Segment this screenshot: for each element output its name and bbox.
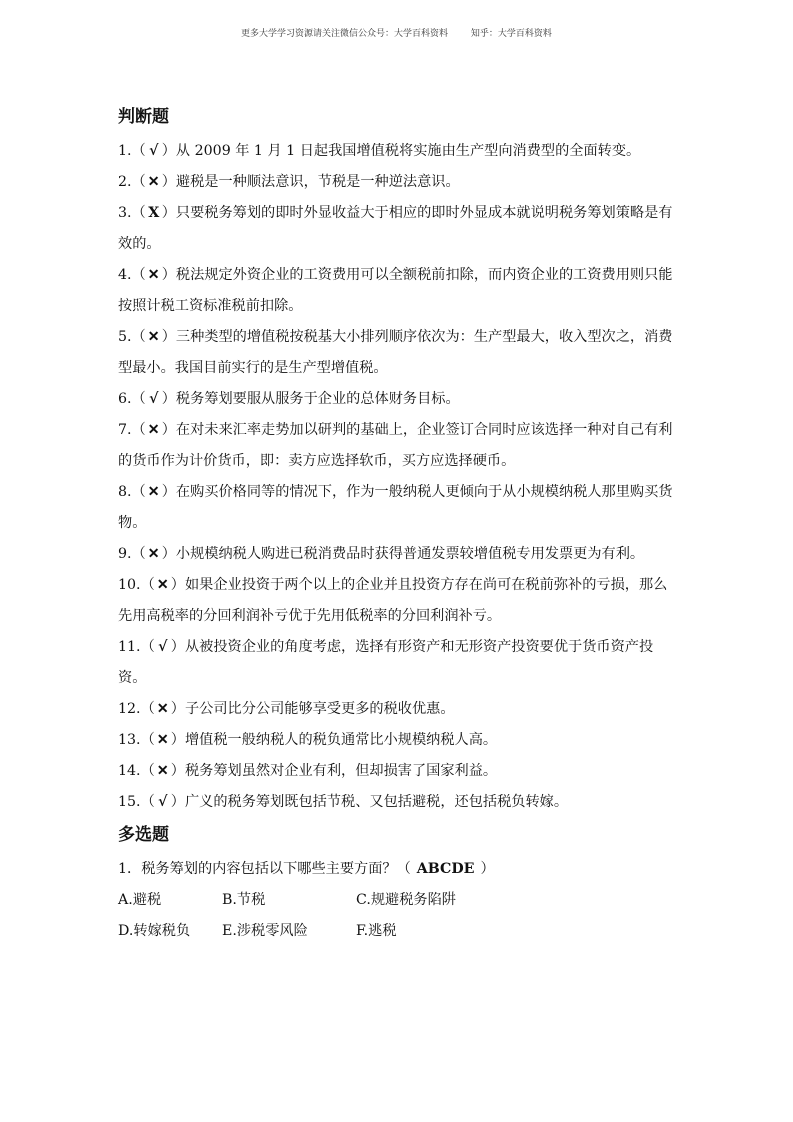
item-text: ）子公司比分公司能够享受更多的税收优惠。 [170,701,455,717]
check-mark-icon: √ [149,391,159,407]
judgment-item [118,477,678,539]
item-text: ）小规模纳税人购进已税消费品时获得普通发票较增值税专用发票更为有利。 [161,546,645,562]
item-number: 6.（ [118,391,146,407]
multi-question-1 [118,854,678,885]
judgment-item [118,632,678,694]
cross-mark-icon: ✕ [156,763,169,779]
item-text: ）如果企业投资于两个以上的企业并且投资方存在尚可在税前弥补的亏损，那么先用高税率的分回利润补亏优于先用低税率的分回利润补亏。 [118,577,668,624]
item-number: 2.（ [118,174,146,190]
item-number: 4.（ [118,267,146,283]
question-close: ） [480,861,495,877]
judgment-item [118,725,678,756]
cross-mark-icon: ✕ [156,732,169,748]
check-mark-icon: √ [158,794,168,810]
cross-mark-icon: ✕ [156,701,169,717]
item-number: 12.（ [118,701,155,717]
item-text: ）税法规定外资企业的工资费用可以全额税前扣除，而内资企业的工资费用则只能按照计税工资标准税前扣除。 [118,267,673,314]
cross-mark-icon: ✕ [147,422,160,438]
item-number: 8.（ [118,484,146,500]
item-number: 3.（ [118,205,146,221]
judgment-item [118,694,678,725]
option-c: C.规避税务陷阱 [356,892,456,908]
judgment-item [118,136,678,167]
item-text: ）在对未来汇率走势加以研判的基础上，企业签订合同时应该选择一种对自己有利的货币作为计价货币，即：卖方应选择软币，买方应选择硬币。 [118,422,673,469]
item-text: ）从 2009 年 1 月 1 日起我国增值税将实施由生产型向消费型的全面转变。 [161,143,641,159]
page-header: 更多大学学习资源请关注微信公众号：大学百科资料 知乎：大学百科资料 [241,29,552,39]
cross-mark-icon: ✕ [147,174,160,190]
item-number: 1.（ [118,143,146,159]
item-text: ）三种类型的增值税按税基大小排列顺序依次为：生产型最大，收入型次之，消费型最小。我国目前实行的是生产型增值税。 [118,329,673,376]
item-number: 15.（ [118,794,155,810]
judgment-list [118,136,678,818]
answer-text: ABCDE [416,861,475,877]
option-d: D.转嫁税负 [118,923,191,939]
document-body [118,104,678,947]
option-f: F.逃税 [356,923,397,939]
item-number: 13.（ [118,732,155,748]
item-text: ）避税是一种顺法意识，节税是一种逆法意识。 [161,174,460,190]
judgment-item [118,198,678,260]
option-a: A.避税 [118,892,162,908]
cross-mark-icon: ✕ [156,577,169,593]
item-number: 9.（ [118,546,146,562]
item-number: 7.（ [118,422,146,438]
cross-mark-icon: ✕ [147,329,160,345]
judgment-item [118,322,678,384]
cross-mark-icon: ✕ [147,484,160,500]
check-mark-icon: √ [149,143,159,159]
judgment-item [118,167,678,198]
section-title-multiple-choice: 多选题 [118,825,169,845]
options-row-1 [118,885,678,916]
options-row-2 [118,916,678,947]
option-e: E.涉税零风险 [222,923,308,939]
section-title-judgment: 判断题 [118,107,169,127]
item-text: ）从被投资企业的角度考虑，选择有形资产和无形资产投资要优于货币资产投资。 [118,639,654,686]
check-mark-icon: √ [158,639,168,655]
judgment-item [118,415,678,477]
item-text: ）只要税务筹划的即时外显收益大于相应的即时外显成本就说明税务筹划策略是有效的。 [118,205,673,252]
cross-mark-icon: ✕ [147,267,160,283]
option-b: B.节税 [222,892,266,908]
judgment-item [118,260,678,322]
item-text: ）税务筹划要服从服务于企业的总体财务目标。 [161,391,460,407]
judgment-item [118,787,678,818]
question-stem: 1．税务筹划的内容包括以下哪些主要方面？（ [118,861,411,877]
item-number: 14.（ [118,763,155,779]
item-number: 5.（ [118,329,146,345]
item-text: ）增值税一般纳税人的税负通常比小规模纳税人高。 [170,732,498,748]
judgment-item [118,539,678,570]
item-text: ）在购买价格同等的情况下，作为一般纳税人更倾向于从小规模纳税人那里购买货物。 [118,484,673,531]
judgment-item [118,756,678,787]
cross-mark-icon: X [148,205,160,221]
item-number: 11.（ [118,639,155,655]
item-text: ）广义的税务筹划既包括节税、又包括避税，还包括税负转嫁。 [170,794,569,810]
item-number: 10.（ [118,577,155,593]
judgment-item [118,570,678,632]
judgment-item [118,384,678,415]
item-text: ）税务筹划虽然对企业有利，但却损害了国家利益。 [170,763,498,779]
cross-mark-icon: ✕ [147,546,160,562]
